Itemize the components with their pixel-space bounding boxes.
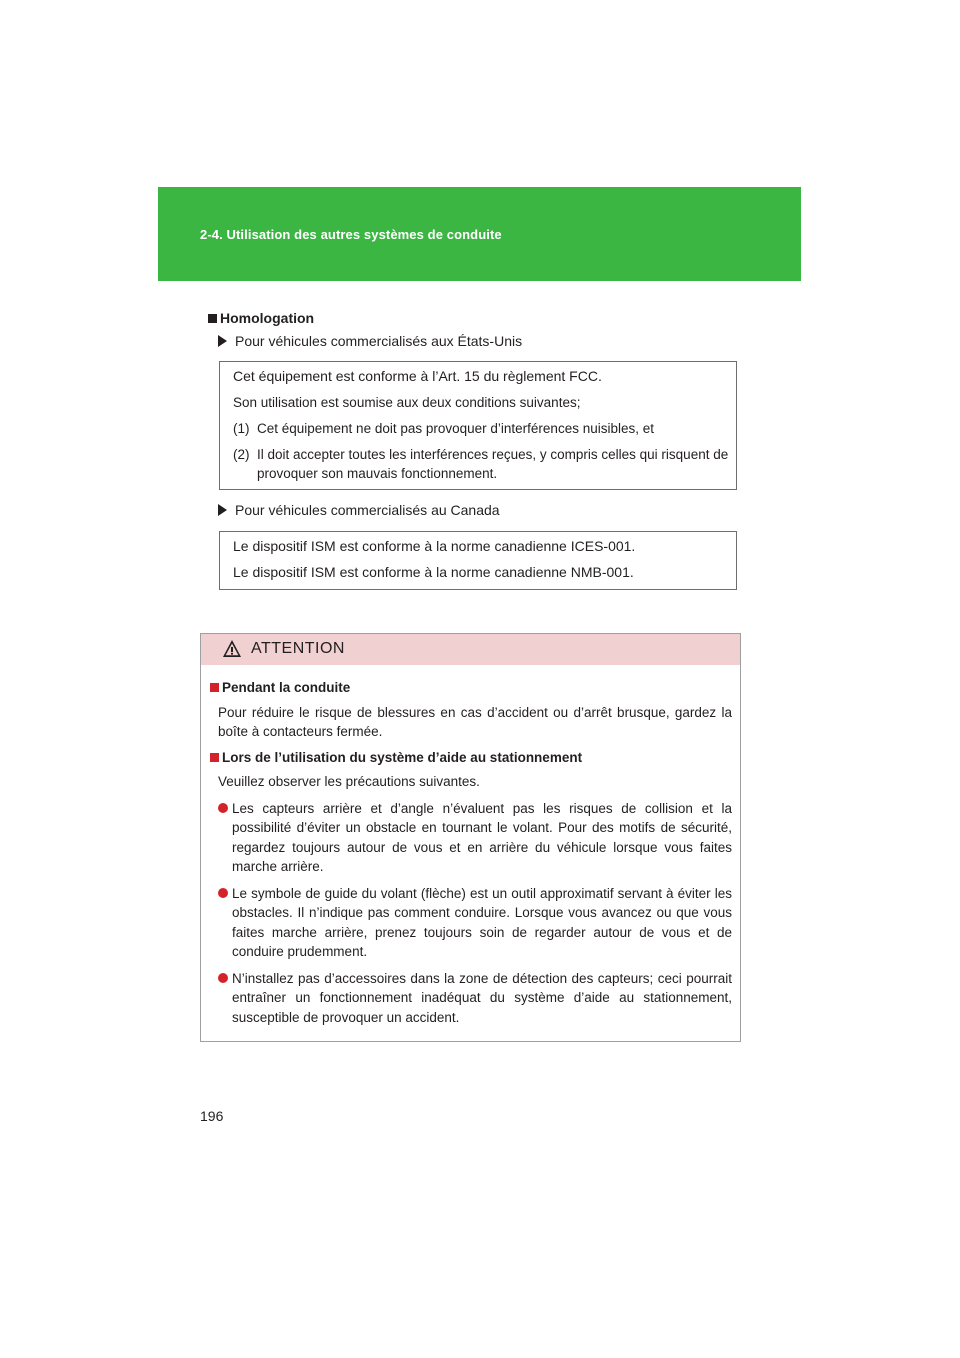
warning-triangle-icon <box>222 639 242 659</box>
attention-title: ATTENTION <box>251 640 345 657</box>
round-bullet-icon <box>218 803 228 813</box>
list-item: Les capteurs arrière et d’angle n’évaluent pas les risques de collision et la possibilité d’éviter un obstacle en tournant le volant. Pour des motifs de sécurité, regardez toujours autour de vous et en arrière du véhicule lorsque vous faites marche arrière. <box>210 799 732 877</box>
section-title: 2-4. Utilisation des autres systèmes de conduite <box>200 227 502 242</box>
attention-header <box>201 634 740 665</box>
usa-box <box>219 361 737 490</box>
attention-box <box>200 633 741 1042</box>
parking-assist-heading: Lors de l’utilisation du système d’aide au stationnement <box>210 748 732 768</box>
round-bullet-icon <box>218 973 228 983</box>
homologation-heading: Homologation <box>208 310 748 326</box>
triangle-bullet-icon <box>218 335 227 347</box>
canada-label: Pour véhicules commercialisés au Canada <box>208 502 748 518</box>
usa-label: Pour véhicules commercialisés aux États-Unis <box>208 333 748 349</box>
square-bullet-icon <box>210 753 219 762</box>
usa-line2: Son utilisation est soumise aux deux conditions suivantes; <box>233 395 581 410</box>
list-item: Le symbole de guide du volant (flèche) est un outil approximatif servant à éviter les obstacles. Il n’indique pas comment conduire. Lorsque vous avancez ou que vous faites marche arrière, prenez toujours soin de regarder autour de vous et de conduire prudemment. <box>210 884 732 962</box>
parking-assist-text: Veuillez observer les précautions suivantes. <box>218 774 480 789</box>
canada-line1: Le dispositif ISM est conforme à la norme canadienne ICES-001. <box>233 538 636 554</box>
attention-body <box>201 665 740 1027</box>
page-number: 196 <box>200 1108 224 1124</box>
list-item: N’installez pas d’accessoires dans la zone de détection des capteurs; ceci pourrait entraîner un fonctionnement inadéquat du système d’aide au stationnement, susceptible de provoquer un accident. <box>210 969 732 1028</box>
driving-heading: Pendant la conduite <box>210 678 732 698</box>
driving-text: Pour réduire le risque de blessures en cas d’accident ou d’arrêt brusque, gardez la boîte à contacteurs fermée. <box>218 704 732 739</box>
triangle-bullet-icon <box>218 504 227 516</box>
usa-line1: Cet équipement est conforme à l’Art. 15 du règlement FCC. <box>233 368 602 384</box>
square-bullet-icon <box>210 683 219 692</box>
round-bullet-icon <box>218 888 228 898</box>
canada-line2: Le dispositif ISM est conforme à la norme canadienne NMB-001. <box>233 564 634 580</box>
usa-item-2: (2) Il doit accepter toutes les interférences reçues, y compris celles qui risquent de provoquer son mauvais fonctionnement. <box>233 447 729 481</box>
usa-item-1: (1) Cet équipement ne doit pas provoquer d’interférences nuisibles, et <box>233 421 654 436</box>
canada-box <box>219 531 737 590</box>
homologation-section <box>208 310 748 590</box>
square-bullet-icon <box>208 314 217 323</box>
section-header-bar <box>158 187 801 281</box>
